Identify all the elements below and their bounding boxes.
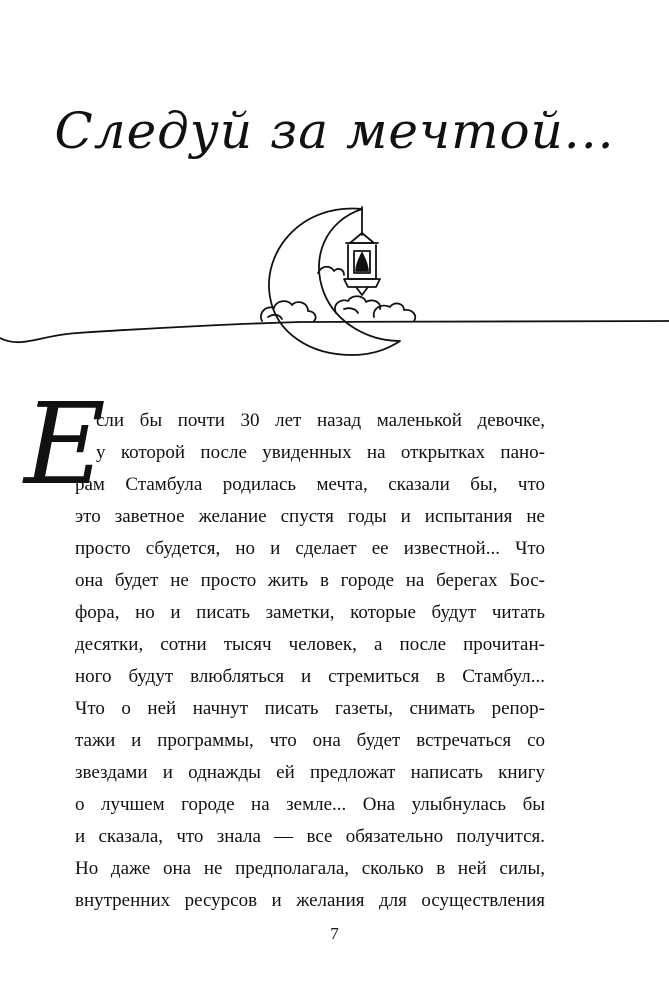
chapter-title: Следуй за мечтой...	[54, 102, 615, 160]
body-line: Но даже она не предполагала, сколько в ней силы,	[75, 858, 545, 879]
crescent-moon-lantern-clouds-icon	[0, 195, 669, 370]
body-line: десятки, сотни тысяч человек, а после прочитан-	[75, 634, 545, 655]
body-line: о лучшем городе на земле... Она улыбнулась бы	[75, 794, 545, 815]
body-line: внутренних ресурсов и желания для осуществления	[75, 890, 545, 911]
body-line: ного будут влюбляться и стремиться в Стамбул...	[75, 666, 545, 687]
body-line: у которой после увиденных на открытках пано-	[96, 442, 545, 463]
drop-cap: Е	[24, 380, 106, 510]
body-line: просто сбудется, но и сделает ее известной... Что	[75, 538, 545, 559]
body-line: Что о ней начнут писать газеты, снимать репор-	[75, 698, 545, 719]
body-line: рам Стамбула родилась мечта, сказали бы, что	[75, 474, 545, 495]
body-line: сли бы почти 30 лет назад маленькой девочке,	[96, 410, 545, 431]
body-line: и сказала, что знала — все обязательно получится.	[75, 826, 545, 847]
body-line: тажи и программы, что она будет встречаться со	[75, 730, 545, 751]
body-line: фора, но и писать заметки, которые будут читать	[75, 602, 545, 623]
body-line: она будет не просто жить в городе на берегах Бос-	[75, 570, 545, 591]
body-line: звездами и однажды ей предложат написать книгу	[75, 762, 545, 783]
body-line: это заветное желание спустя годы и испытания не	[75, 506, 545, 527]
page-number: 7	[330, 924, 339, 943]
